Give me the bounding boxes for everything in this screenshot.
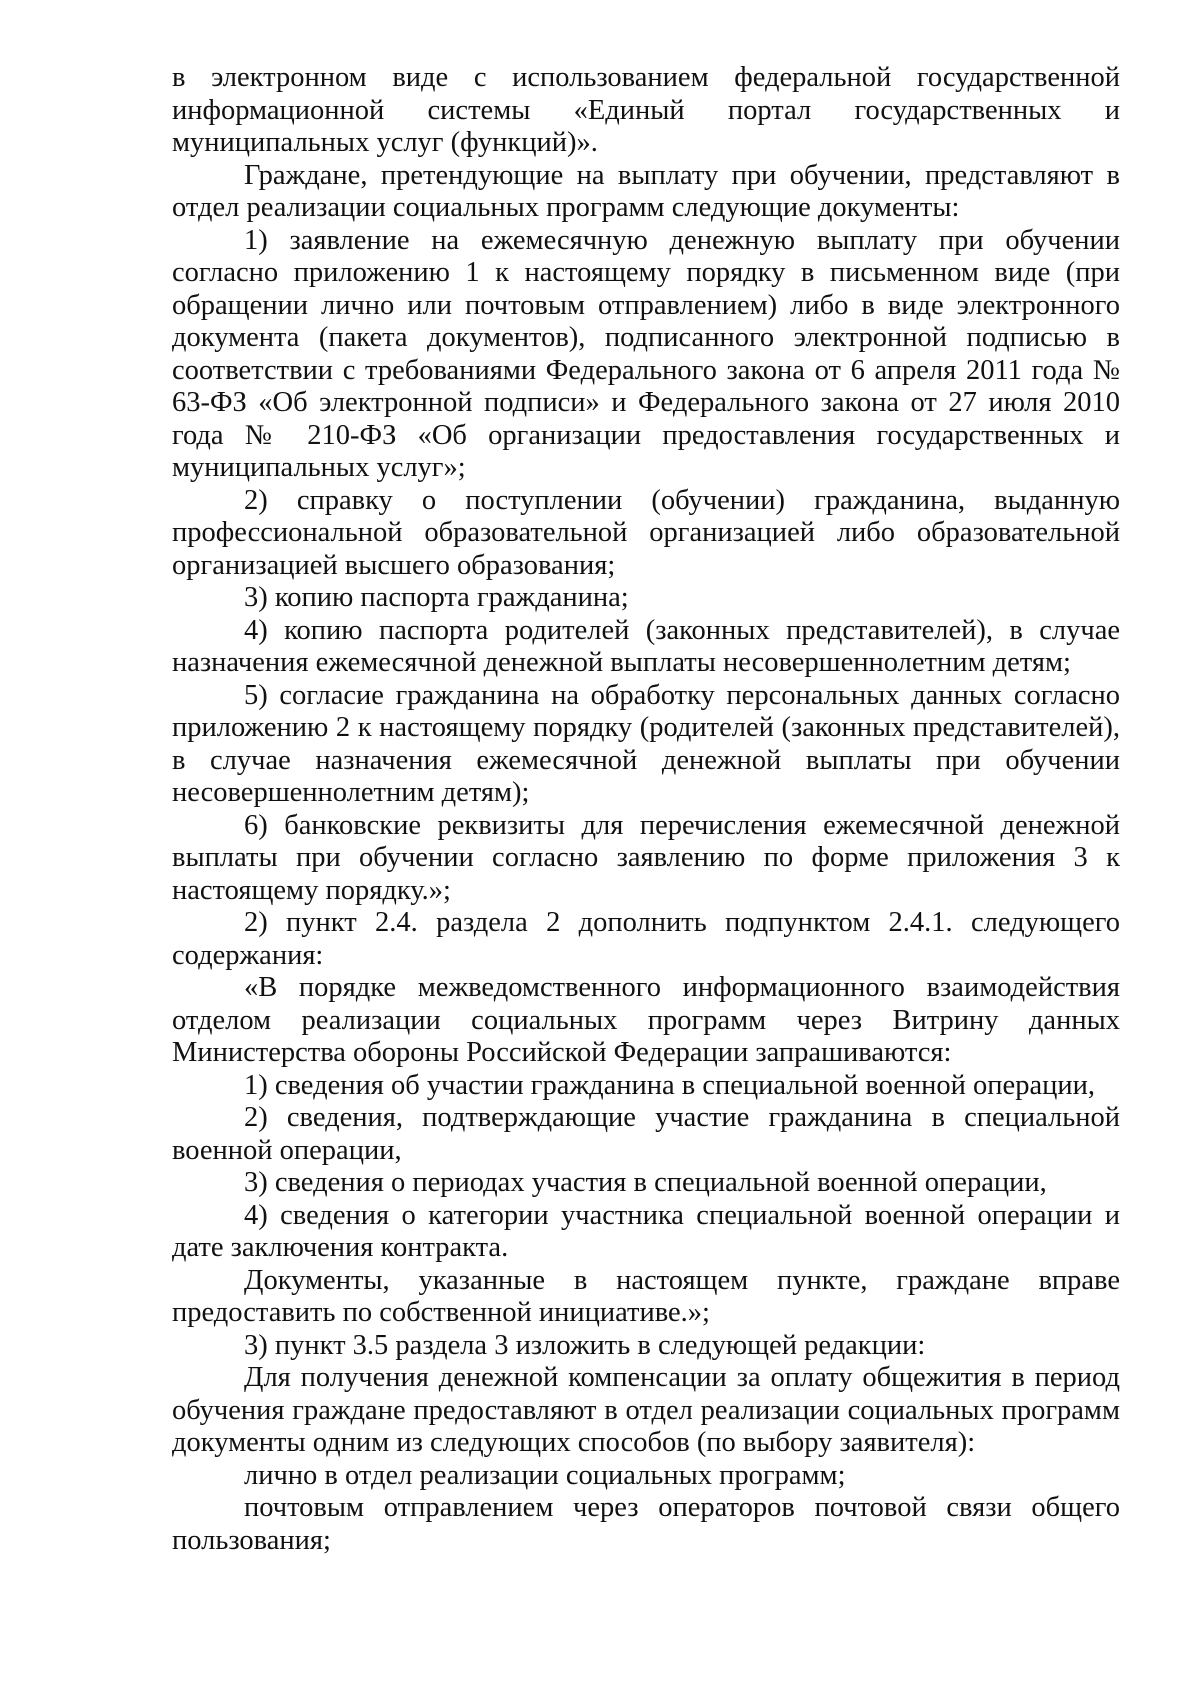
list-item: 3) сведения о периодах участия в специальной военной операции, bbox=[244, 1167, 1047, 1198]
list-item: 1) сведения об участии гражданина в специальной военной операции, bbox=[244, 1069, 1095, 1101]
list-item: 5) согласие гражданина на обработку персональных данных согласно приложению 2 к настоящему порядку (родителей (законных представителей), в случае назначения ежемесячной денежной выплаты при обучении несовершеннолетним детям); bbox=[172, 679, 1120, 808]
list-item: 3) копию паспорта гражданина; bbox=[244, 582, 629, 613]
list-item: 2) справку о поступлении (обучении) гражданина, выданную профессиональной образовательной организацией либо образовательной организацией высшего образования; bbox=[172, 484, 1120, 581]
paragraph: Для получения денежной компенсации за оплату общежития в период обучения граждане предоставляют в отдел реализации социальных программ документы одним из следующих способов (по выбору заявителя): bbox=[172, 1362, 1120, 1458]
paragraph: Граждане, претендующие на выплату при обучении, представляют в отдел реализации социальных программ следующие документы: bbox=[172, 159, 1120, 223]
document-body bbox=[172, 62, 1120, 1557]
paragraph: в электронном виде с использованием федеральной государственной информационной системы «Единый портал государственных и муниципальных услуг (функций)». bbox=[172, 62, 1120, 158]
paragraph: 3) пункт 3.5 раздела 3 изложить в следующей редакции: bbox=[244, 1329, 926, 1361]
paragraph: 2) пункт 2.4. раздела 2 дополнить подпунктом 2.4.1. следующего содержания: bbox=[172, 907, 1120, 971]
paragraph: «В порядке межведомственного информационного взаимодействия отделом реализации социальных программ через Витрину данных Министерства обороны Российской Федерации запрашиваются: bbox=[172, 972, 1120, 1068]
list-item: 4) сведения о категории участника специальной военной операции и дате заключения контракта. bbox=[172, 1199, 1120, 1263]
paragraph: лично в отдел реализации социальных программ; bbox=[244, 1459, 846, 1491]
list-item: 2) сведения, подтверждающие участие гражданина в специальной военной операции, bbox=[172, 1102, 1120, 1166]
paragraph: почтовым отправлением через операторов почтовой связи общего пользования; bbox=[172, 1492, 1120, 1556]
list-item: 1) заявление на ежемесячную денежную выплату при обучении согласно приложению 1 к настоящему порядку в письменном виде (при обращении лично или почтовым отправлением) либо в виде электронного документа (пакета документов), подписанного электронной подписью в соответствии с требованиями Федерального закона от 6 апреля 2011 года № 63-ФЗ «Об электронной подписи» и Федерального закона от 27 июля 2010 года № 210-ФЗ «Об организации предоставления государственных и муниципальных услуг»; bbox=[172, 224, 1120, 483]
list-item: 4) копию паспорта родителей (законных представителей), в случае назначения ежемесячной денежной выплаты несовершеннолетним детям; bbox=[172, 614, 1120, 678]
paragraph: Документы, указанные в настоящем пункте, граждане вправе предоставить по собственной инициативе.»; bbox=[172, 1264, 1120, 1328]
list-item: 6) банковские реквизиты для перечисления ежемесячной денежной выплаты при обучении согласно заявлению по форме приложения 3 к настоящему порядку.»; bbox=[172, 809, 1120, 906]
